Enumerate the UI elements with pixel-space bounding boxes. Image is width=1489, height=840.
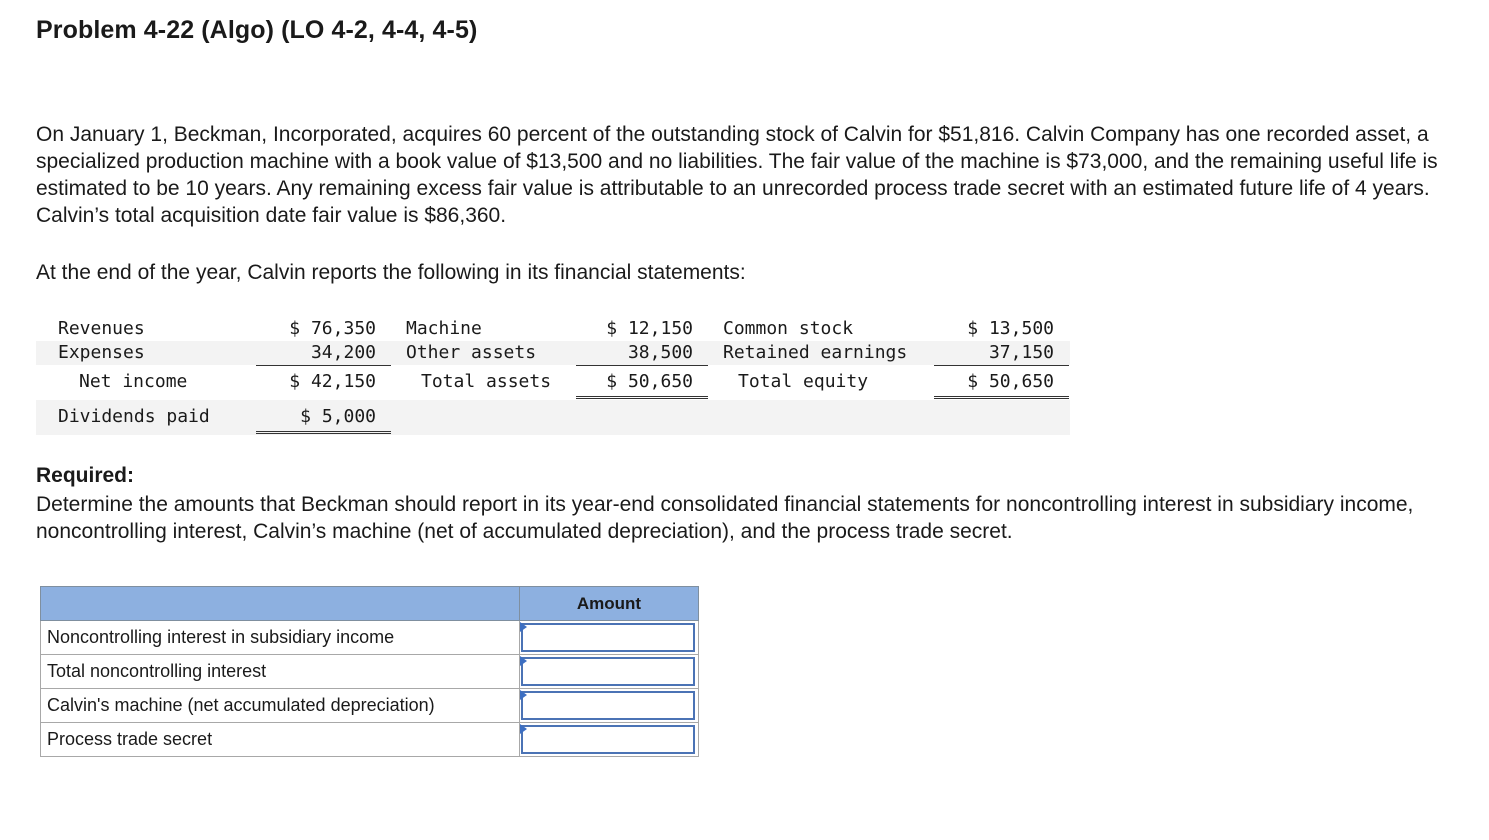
table-row [41, 621, 699, 655]
machine-label: Machine [406, 318, 482, 339]
answer-table [40, 586, 699, 757]
statements-intro: At the end of the year, Calvin reports the following in its financial statements: [36, 261, 746, 284]
underline [256, 365, 391, 366]
amount-cell [520, 621, 699, 655]
dividends-label: Dividends paid [58, 406, 210, 427]
financial-statements [36, 316, 1070, 435]
required-heading: Required: [36, 464, 135, 487]
row-label-total-nci: Total noncontrolling interest [41, 655, 520, 689]
table-row [41, 689, 699, 723]
required-text: Determine the amounts that Beckman should report in its year-end consolidated financial statements for noncontrolling interest in subsidiary income, noncontrolling interest, Calvin’s machine (net of accumulated depreciation), and the process trade secret. [36, 493, 1414, 543]
retained-earnings-label: Retained earnings [723, 342, 908, 363]
revenues-label: Revenues [58, 318, 145, 339]
dividends-value: $ 5,000 [300, 406, 376, 427]
total-nci-input[interactable] [521, 657, 695, 686]
amount-cell [520, 689, 699, 723]
expenses-label: Expenses [58, 342, 145, 363]
table-row [41, 723, 699, 757]
double-underline [256, 431, 391, 434]
double-underline [576, 396, 708, 399]
row-label-machine: Calvin's machine (net accumulated depreciation) [41, 689, 520, 723]
total-equity-value: $ 50,650 [967, 371, 1054, 392]
row-label-nci-income: Noncontrolling interest in subsidiary income [41, 621, 520, 655]
amount-column-header: Amount [520, 587, 699, 621]
total-equity-label: Total equity [738, 371, 869, 392]
double-underline [934, 396, 1069, 399]
machine-value: $ 12,150 [606, 318, 693, 339]
trade-secret-input[interactable] [521, 725, 695, 754]
table-row [41, 655, 699, 689]
total-assets-value: $ 50,650 [606, 371, 693, 392]
label-column-header [41, 587, 520, 621]
total-assets-label: Total assets [421, 371, 552, 392]
page-title: Problem 4-22 (Algo) (LO 4-2, 4-4, 4-5) [36, 16, 478, 44]
answer-header-row [41, 587, 699, 621]
underline [576, 365, 708, 366]
amount-cell [520, 655, 699, 689]
other-assets-value: 38,500 [627, 342, 693, 363]
net-income-value: $ 42,150 [289, 371, 376, 392]
row-band [36, 341, 1070, 365]
amount-cell [520, 723, 699, 757]
underline [934, 365, 1069, 366]
other-assets-label: Other assets [406, 342, 537, 363]
common-stock-value: $ 13,500 [967, 318, 1054, 339]
common-stock-label: Common stock [723, 318, 854, 339]
retained-earnings-value: 37,150 [988, 342, 1054, 363]
machine-input[interactable] [521, 691, 695, 720]
nci-income-input[interactable] [521, 623, 695, 652]
problem-description: On January 1, Beckman, Incorporated, acquires 60 percent of the outstanding stock of Calvin for $51,816. Calvin Company has one recorded asset, a specialized production machine with a book value of $13,500 and no liabilities. The fair value of the machine is $73,000, and the remaining useful life is estimated to be 10 years. Any remaining excess fair value is attributable to an unrecorded process trade secret with an estimated future life of 4 years. Calvin’s total acquisition date fair value is $86,360. [36, 123, 1438, 227]
revenues-value: $ 76,350 [289, 318, 376, 339]
net-income-label: Net income [79, 371, 188, 392]
expenses-value: 34,200 [310, 342, 376, 363]
row-label-trade-secret: Process trade secret [41, 723, 520, 757]
